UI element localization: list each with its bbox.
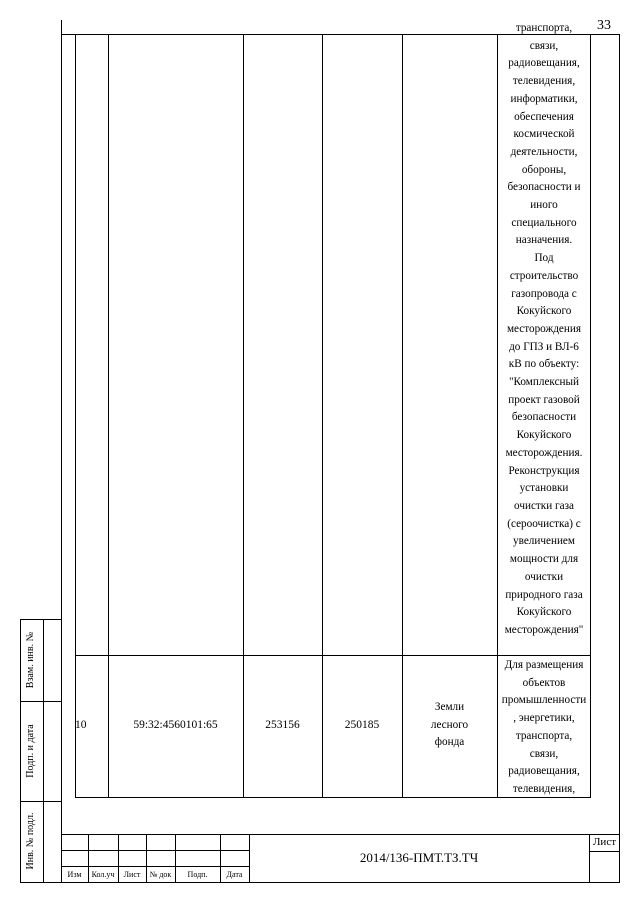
text-line: информатики,	[510, 92, 578, 105]
row-divider	[75, 655, 591, 656]
text-line: строительство	[509, 269, 579, 282]
text-line: лесного	[430, 718, 469, 731]
tb-kol-label: Кол.уч	[91, 870, 115, 879]
text-line: обороны,	[521, 163, 567, 176]
text-line: назначения.	[515, 234, 573, 247]
text-line: космической	[513, 128, 575, 141]
text-line: Кокуйского	[516, 606, 572, 619]
text-line: месторождения"	[504, 623, 584, 636]
col-line-5	[402, 34, 403, 798]
row10-land-category	[402, 699, 497, 752]
text-line: специального	[511, 216, 577, 229]
titleblock-top-line	[61, 834, 620, 835]
text-line: безопасности и	[507, 181, 581, 194]
text-line: радиовещания,	[508, 57, 580, 70]
text-line: деятельности,	[510, 145, 578, 158]
text-line: телевидения,	[512, 75, 576, 88]
page-number: 33	[597, 18, 611, 33]
text-line: связи,	[529, 39, 559, 52]
frame-left-line	[61, 20, 62, 882]
col-line-2	[108, 34, 109, 798]
stamp-inv-podl-label: Инв. № подл.	[25, 812, 36, 870]
prev-purpose-cell	[498, 20, 590, 640]
text-line: до ГПЗ и ВЛ-6	[509, 340, 579, 353]
stamp-left-line	[20, 619, 21, 882]
text-line: установки	[519, 482, 569, 495]
stamp-vzam-inv-label: Взам. инв. №	[25, 631, 36, 689]
stamp-mid-line	[43, 619, 44, 882]
row10-number: 10	[75, 719, 87, 731]
text-line: иного	[530, 199, 558, 212]
text-line: увеличением	[513, 535, 575, 548]
row10-cadastral-number: 59:32:4560101:65	[133, 719, 218, 731]
tb-list-label: Лист	[123, 870, 141, 879]
tb-podp-label: Подп.	[187, 870, 208, 879]
row10-area-2: 250185	[344, 719, 380, 731]
text-line: очистки газа	[514, 499, 574, 512]
stamp-podp-data-label: Подп. и дата	[25, 724, 36, 778]
text-line: Под	[534, 252, 554, 265]
doc-code: 2014/136-ПМТ.ТЗ.ТЧ	[359, 850, 479, 865]
text-line: промышленности	[501, 694, 587, 707]
text-line: проект газовой	[508, 393, 580, 406]
frame-bottom-line	[20, 882, 620, 883]
tb-data-label: Дата	[226, 870, 243, 879]
col-line-1	[75, 34, 76, 798]
tb-izm-label: Изм	[67, 870, 82, 879]
text-line: мощности для	[509, 553, 579, 566]
text-line: газопровода с	[511, 287, 577, 300]
text-line: природного газа	[505, 588, 583, 601]
text-line: транспорта,	[515, 22, 573, 34]
col-line-7	[590, 34, 591, 798]
text-line: связи,	[529, 747, 559, 760]
text-line: телевидения,	[512, 782, 576, 795]
col-line-4	[322, 34, 323, 798]
text-line: месторождения.	[505, 446, 583, 459]
sheet-label: Лист	[592, 836, 617, 848]
row10-purpose-cell	[498, 657, 590, 799]
frame-right-line	[619, 34, 620, 882]
text-line: (сероочистка) с	[507, 517, 581, 530]
text-line: Кокуйского	[516, 429, 572, 442]
tb-ndok-label: № док	[149, 870, 172, 879]
text-line: , энергетики,	[513, 712, 575, 725]
text-line: очистки	[524, 570, 564, 583]
row10-area-1: 253156	[265, 719, 300, 731]
text-line: кВ по объекту:	[508, 358, 580, 371]
text-line: обеспечения	[514, 110, 574, 123]
text-line: месторождения	[506, 322, 582, 335]
text-line: фонда	[434, 736, 465, 749]
titleblock-sheet-line	[589, 851, 620, 852]
text-line: транспорта,	[515, 729, 573, 742]
text-line: "Комплексный	[508, 376, 580, 389]
text-line: объектов	[522, 676, 566, 689]
text-line: Для размещения	[504, 659, 584, 671]
text-line: радиовещания,	[508, 765, 580, 778]
text-line: Кокуйского	[516, 305, 572, 318]
col-line-3	[243, 34, 244, 798]
text-line: Земли	[434, 701, 465, 713]
stamp-top-line	[20, 619, 61, 620]
text-line: безопасности	[511, 411, 577, 424]
text-line: Реконструкция	[508, 464, 580, 477]
